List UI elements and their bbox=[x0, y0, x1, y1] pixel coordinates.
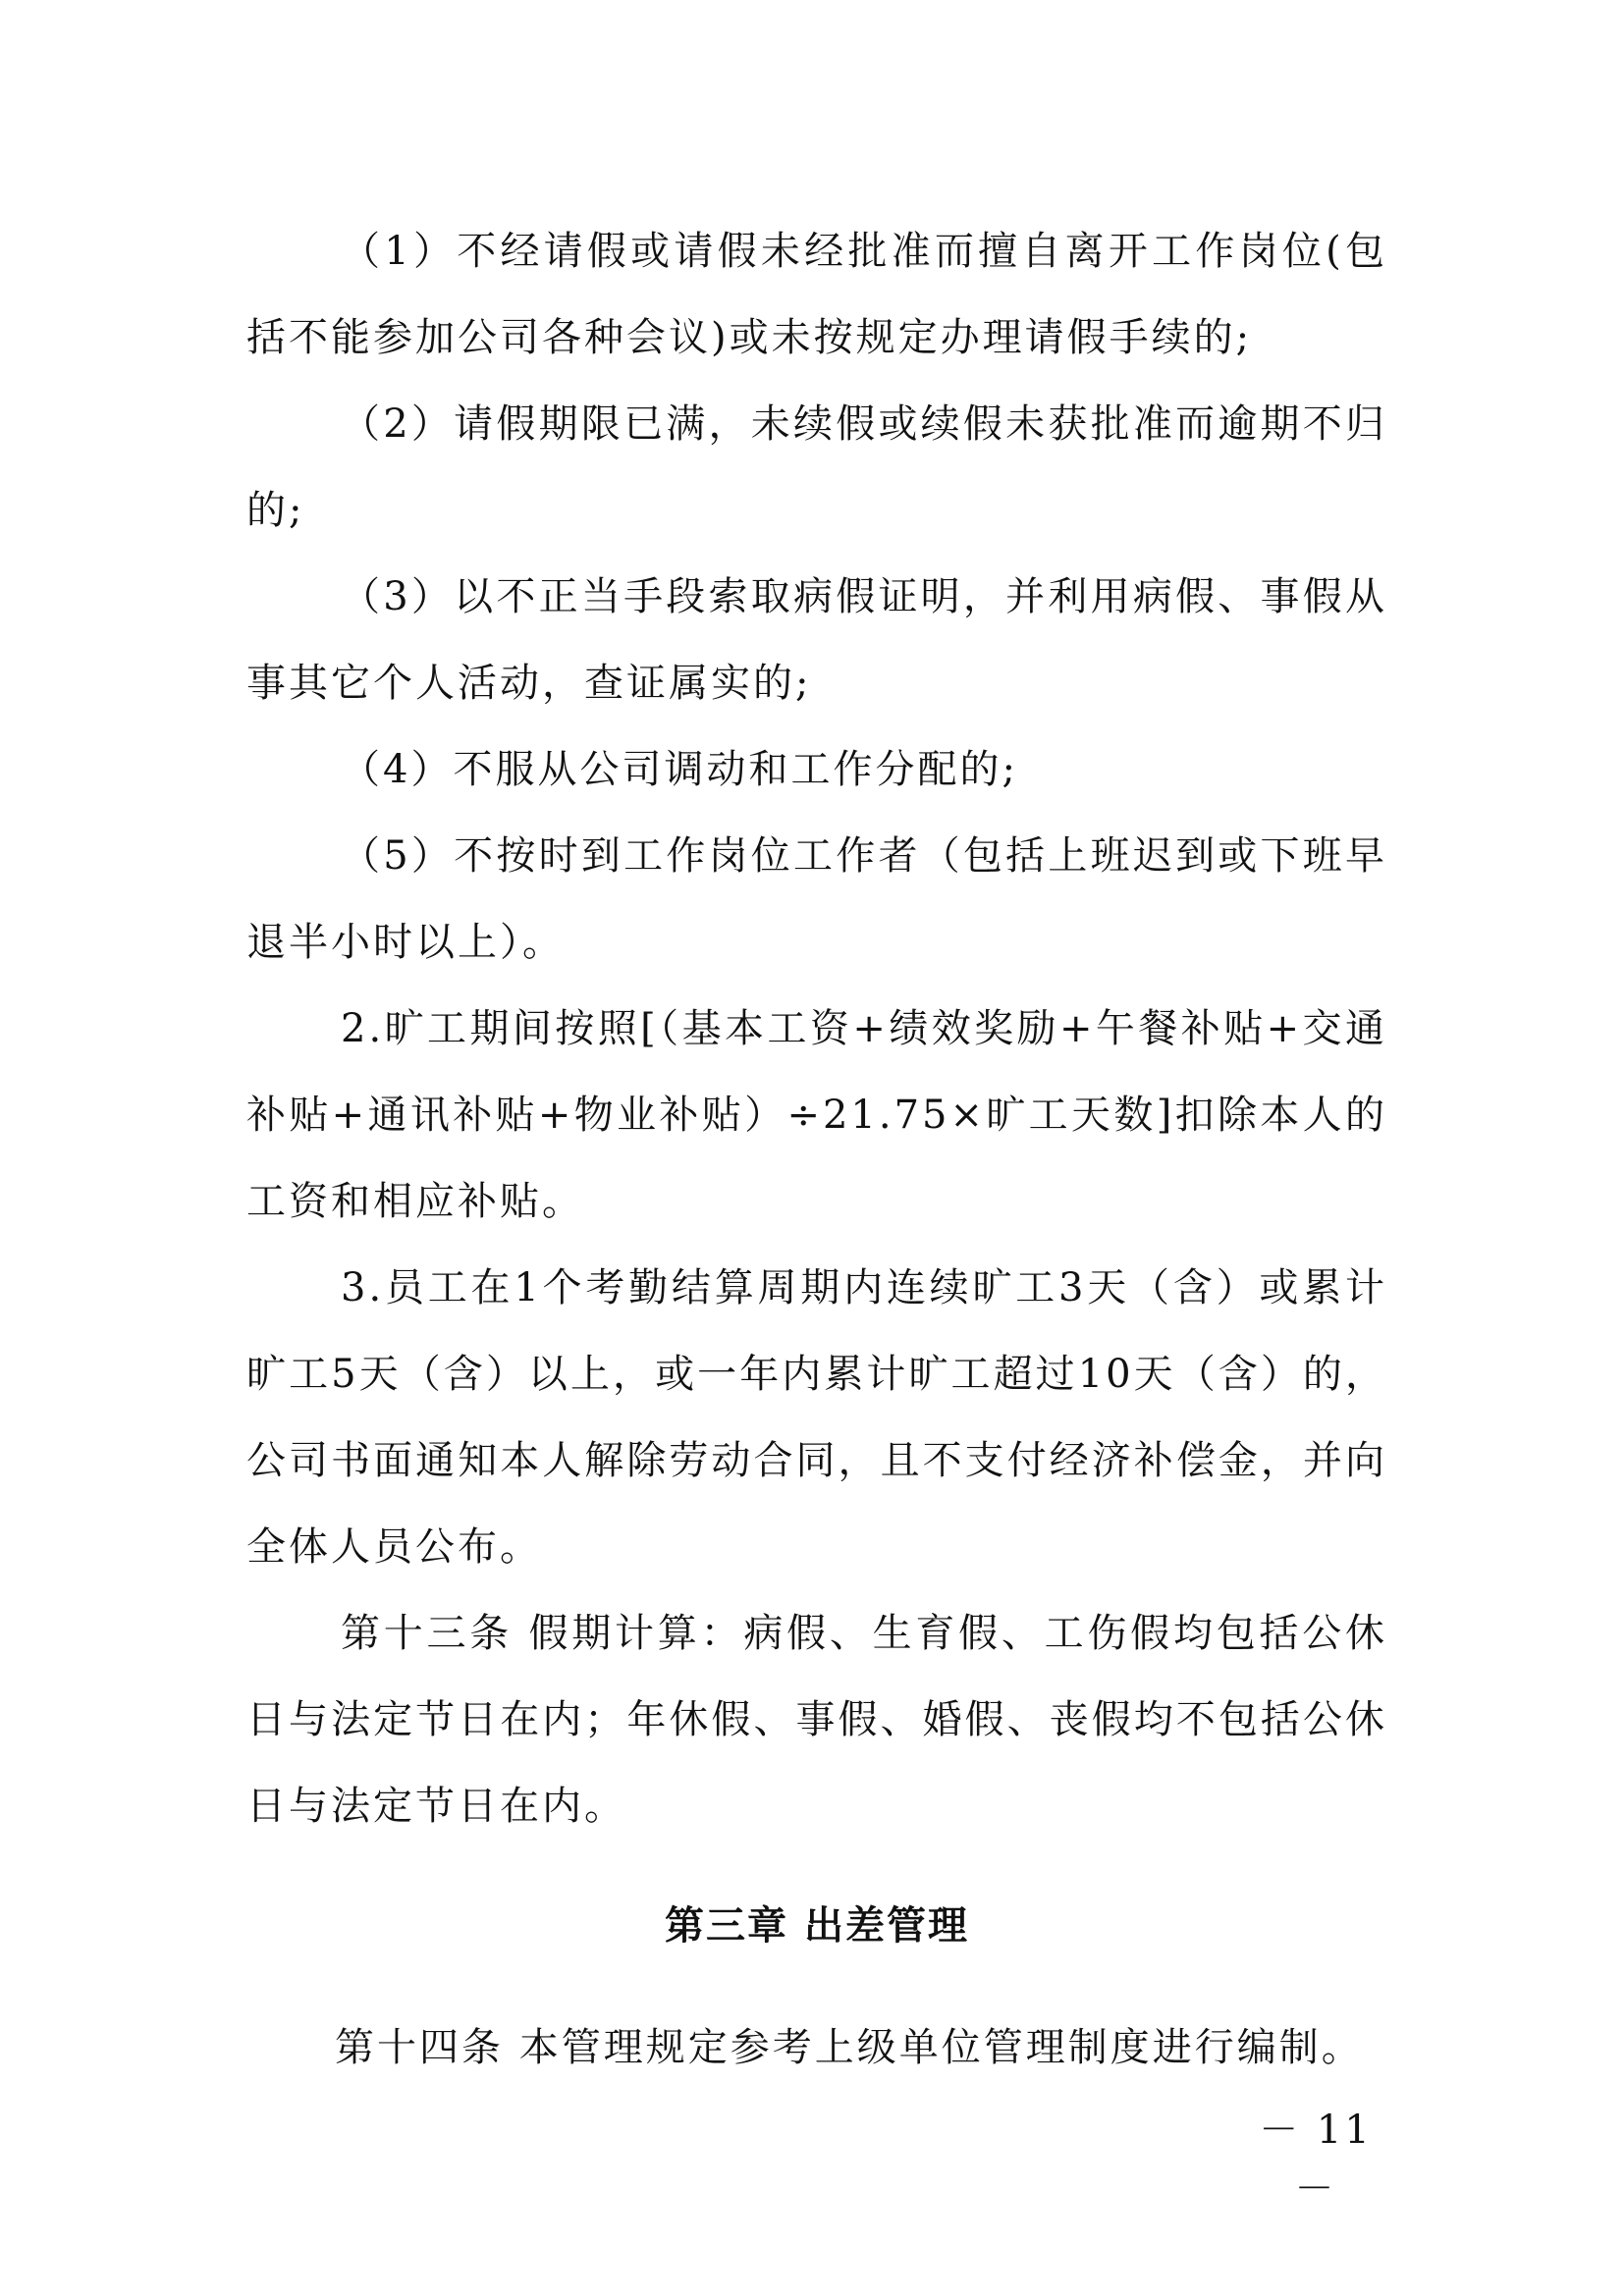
paragraph-item-2: （2）请假期限已满，未续假或续假未获批准而逾期不归的; bbox=[246, 401, 1387, 533]
paragraph-item-5: （5）不按时到工作岗位工作者（包括上班迟到或下班早退半小时以上）。 bbox=[246, 833, 1387, 965]
paragraph-item-4: （4）不服从公司调动和工作分配的; bbox=[341, 747, 1018, 792]
page-number: － 11 － bbox=[1259, 2108, 1373, 2212]
paragraph-deduction-rule: 2.旷工期间按照[（基本工资+绩效奖励+午餐补贴+交通补贴+通讯补贴+物业补贴）÷21.75×旷工天数]扣除本人的工资和相应补贴。 bbox=[246, 1006, 1387, 1224]
paragraph-termination-rule: 3.员工在1个考勤结算周期内连续旷工3天（含）或累计旷工5天（含）以上，或一年内累计旷工超过10天（含）的，公司书面通知本人解除劳动合同，且不支付经济补偿金，并向全体人员公布。 bbox=[246, 1265, 1387, 1570]
paragraph-item-3: （3）以不正当手段索取病假证明，并利用病假、事假从事其它个人活动，查证属实的; bbox=[246, 574, 1387, 706]
paragraph-item-1: （1）不经请假或请假未经批准而擅自离开工作岗位(包括不能参加公司各种会议)或未按规定办理请假手续的; bbox=[246, 229, 1387, 360]
paragraph-article-13: 第十三条 假期计算：病假、生育假、工伤假均包括公休日与法定节日在内；年休假、事假、婚假、丧假均不包括公休日与法定节日在内。 bbox=[246, 1611, 1387, 1829]
chapter-heading: 第三章 出差管理 bbox=[665, 1903, 969, 1949]
paragraph-article-14: 第十四条 本管理规定参考上级单位管理制度进行编制。 bbox=[335, 2025, 1364, 2070]
document-body bbox=[246, 208, 1387, 2091]
